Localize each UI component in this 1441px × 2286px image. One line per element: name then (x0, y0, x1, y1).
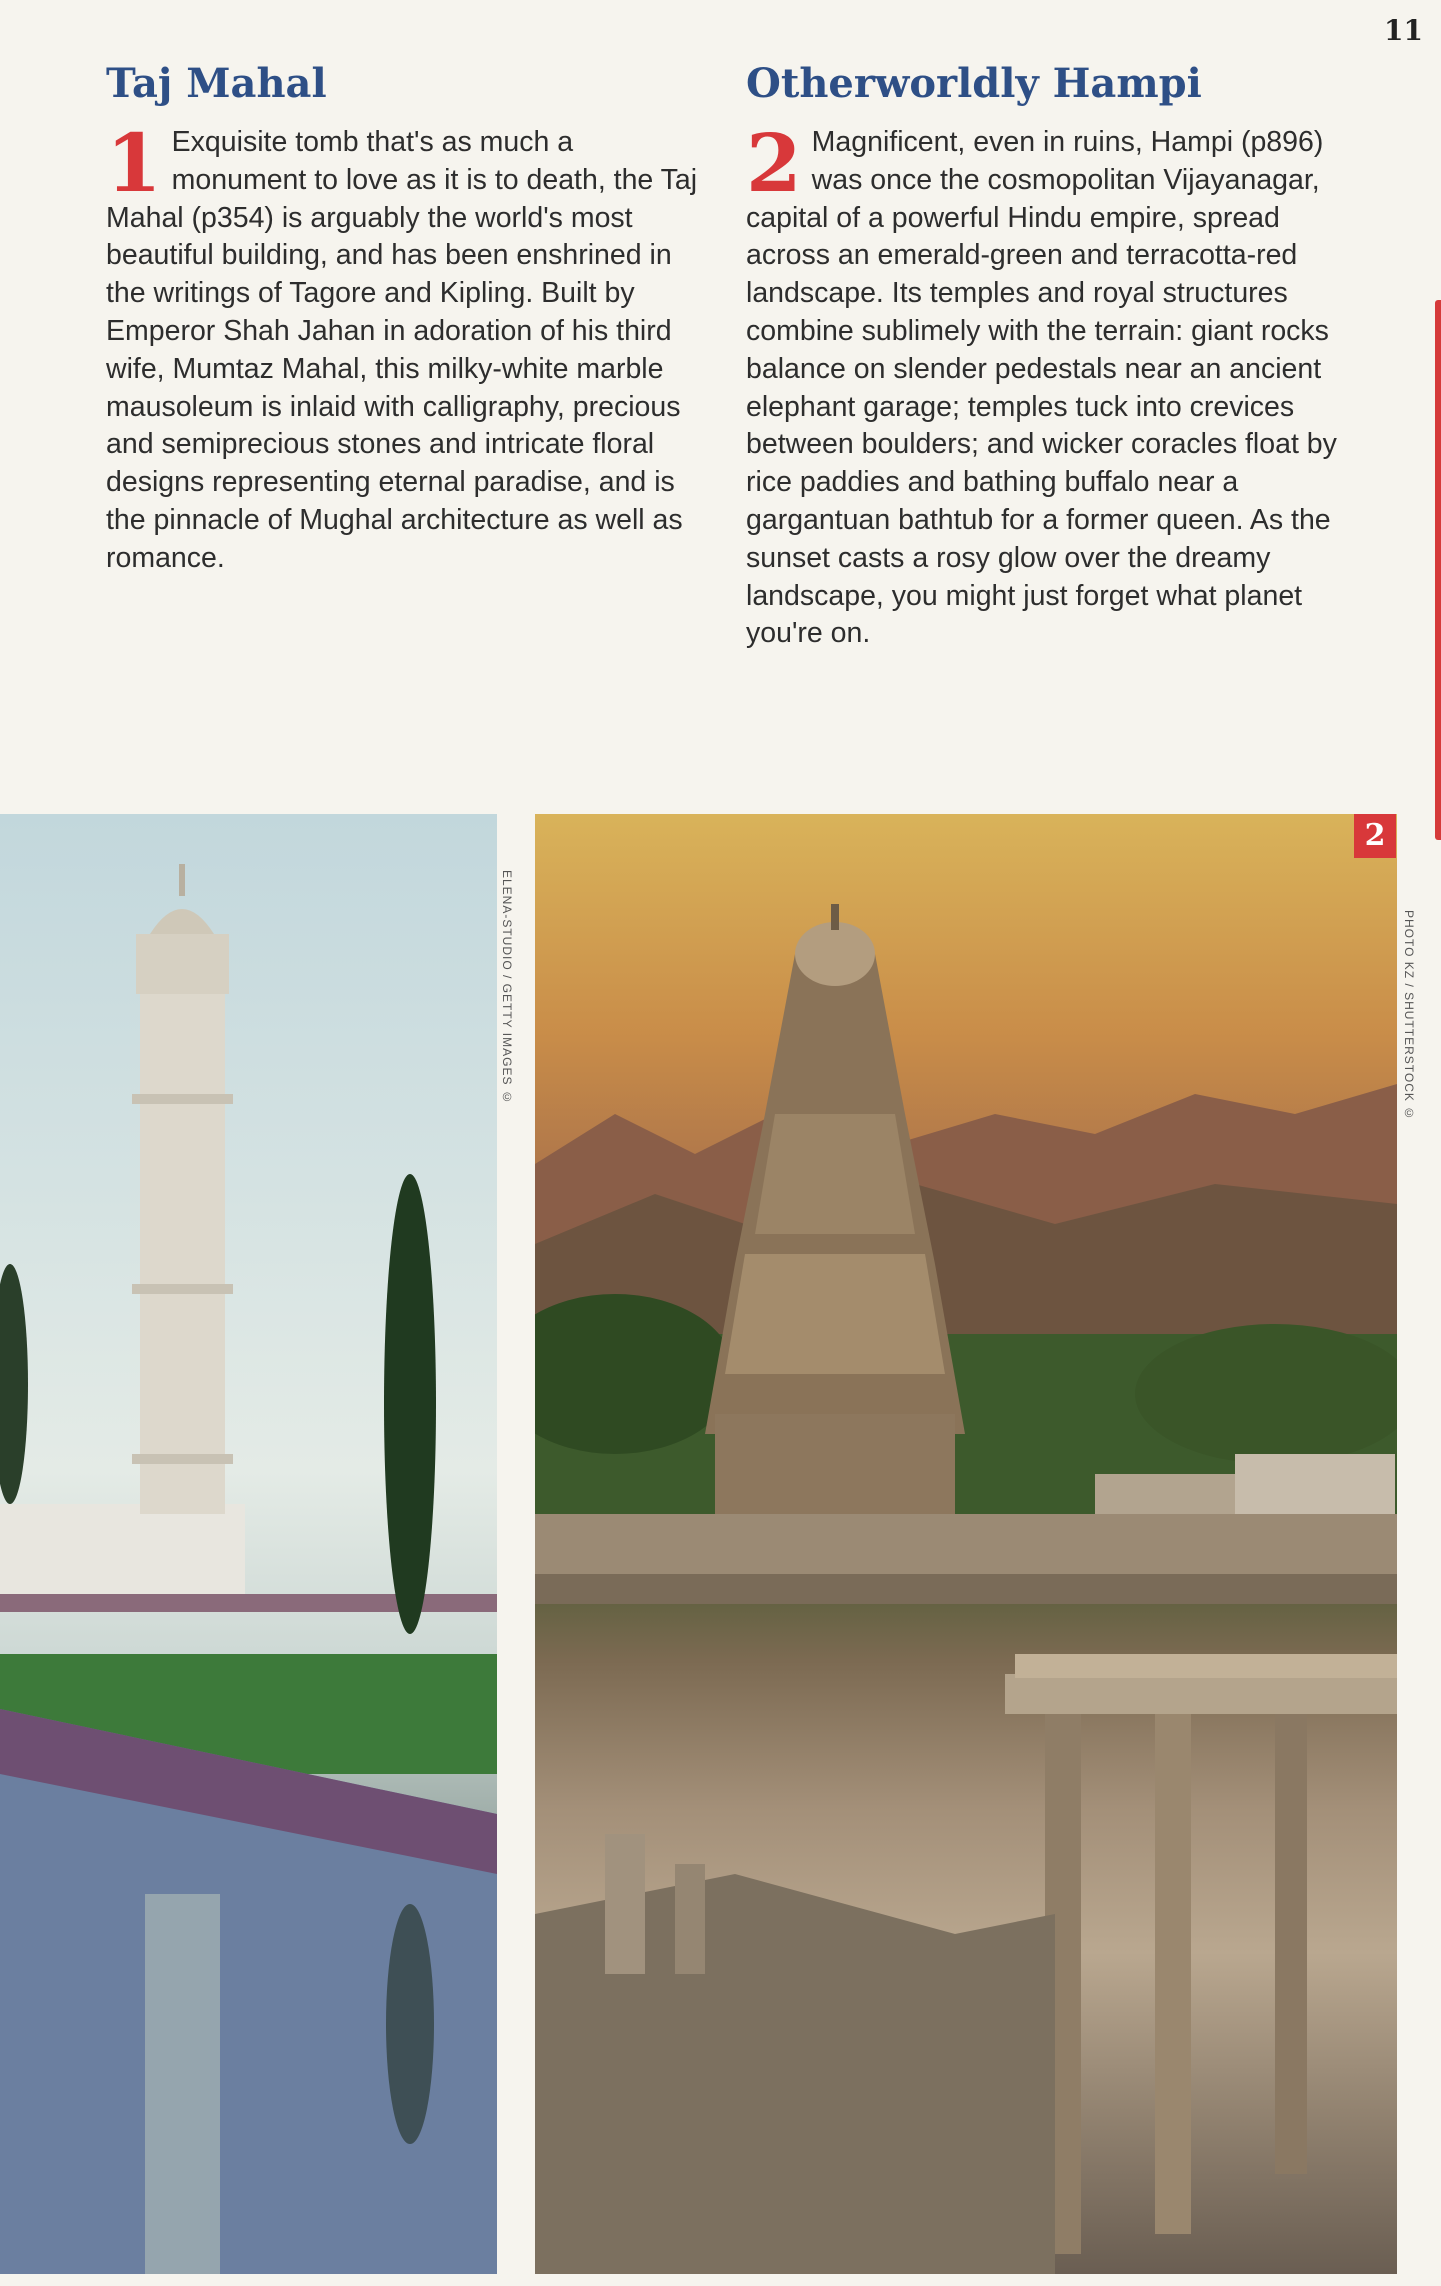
taj-mahal-illustration (0, 814, 497, 2274)
hampi-illustration (535, 814, 1397, 2274)
section-body-text: Exquisite tomb that's as much a monument to love as it is to death, the Taj Mahal (p354) is arguably the world's most beautiful building, and has been enshrined in the writings of Tagore and Kipling. Built by Emperor Shah Jahan in adoration of his third wife, Mumtaz Mahal, this milky-white marble mausoleum is inlaid with calligraphy, precious and semiprecious stones and intricate floral designs representing eternal paradise, and is the pinnacle of Mughal architecture as well as romance. (106, 126, 698, 574)
section-body (106, 116, 706, 578)
taj-mahal-photo (0, 814, 497, 2274)
section-hampi (746, 62, 1346, 653)
section-heading: Otherworldly Hampi (746, 60, 1202, 107)
photo-number-badge: 2 (1354, 814, 1396, 858)
photo-credit-hampi: PHOTO KZ / SHUTTERSTOCK © (1402, 910, 1416, 1122)
drop-cap-number: 1 (106, 116, 162, 210)
section-body (746, 116, 1346, 653)
hampi-temple-photo (535, 814, 1397, 2274)
page-number: 11 (1384, 14, 1423, 47)
chapter-tab (1435, 300, 1441, 840)
photo-credit-taj: ELENA-STUDIO / GETTY IMAGES © (500, 870, 514, 1105)
section-taj-mahal (106, 62, 706, 578)
section-heading: Taj Mahal (106, 60, 327, 107)
section-body-text: Magnificent, even in ruins, Hampi (p896) was once the cosmopolitan Vijayanagar, capital of a powerful Hindu empire, spread across an emerald-green and terracotta-red landscape. Its temples and royal structures combine sublimely with the terrain: giant rocks balance on slender pedestals near an ancient elephant garage; temples tuck into crevices between boulders; and wicker coracles float by rice paddies and bathing buffalo near a gargantuan bathtub for a former queen. As the sunset casts a rosy glow over the dreamy landscape, you might just forget what planet you're on. (746, 126, 1337, 650)
drop-cap-number: 2 (746, 116, 802, 210)
